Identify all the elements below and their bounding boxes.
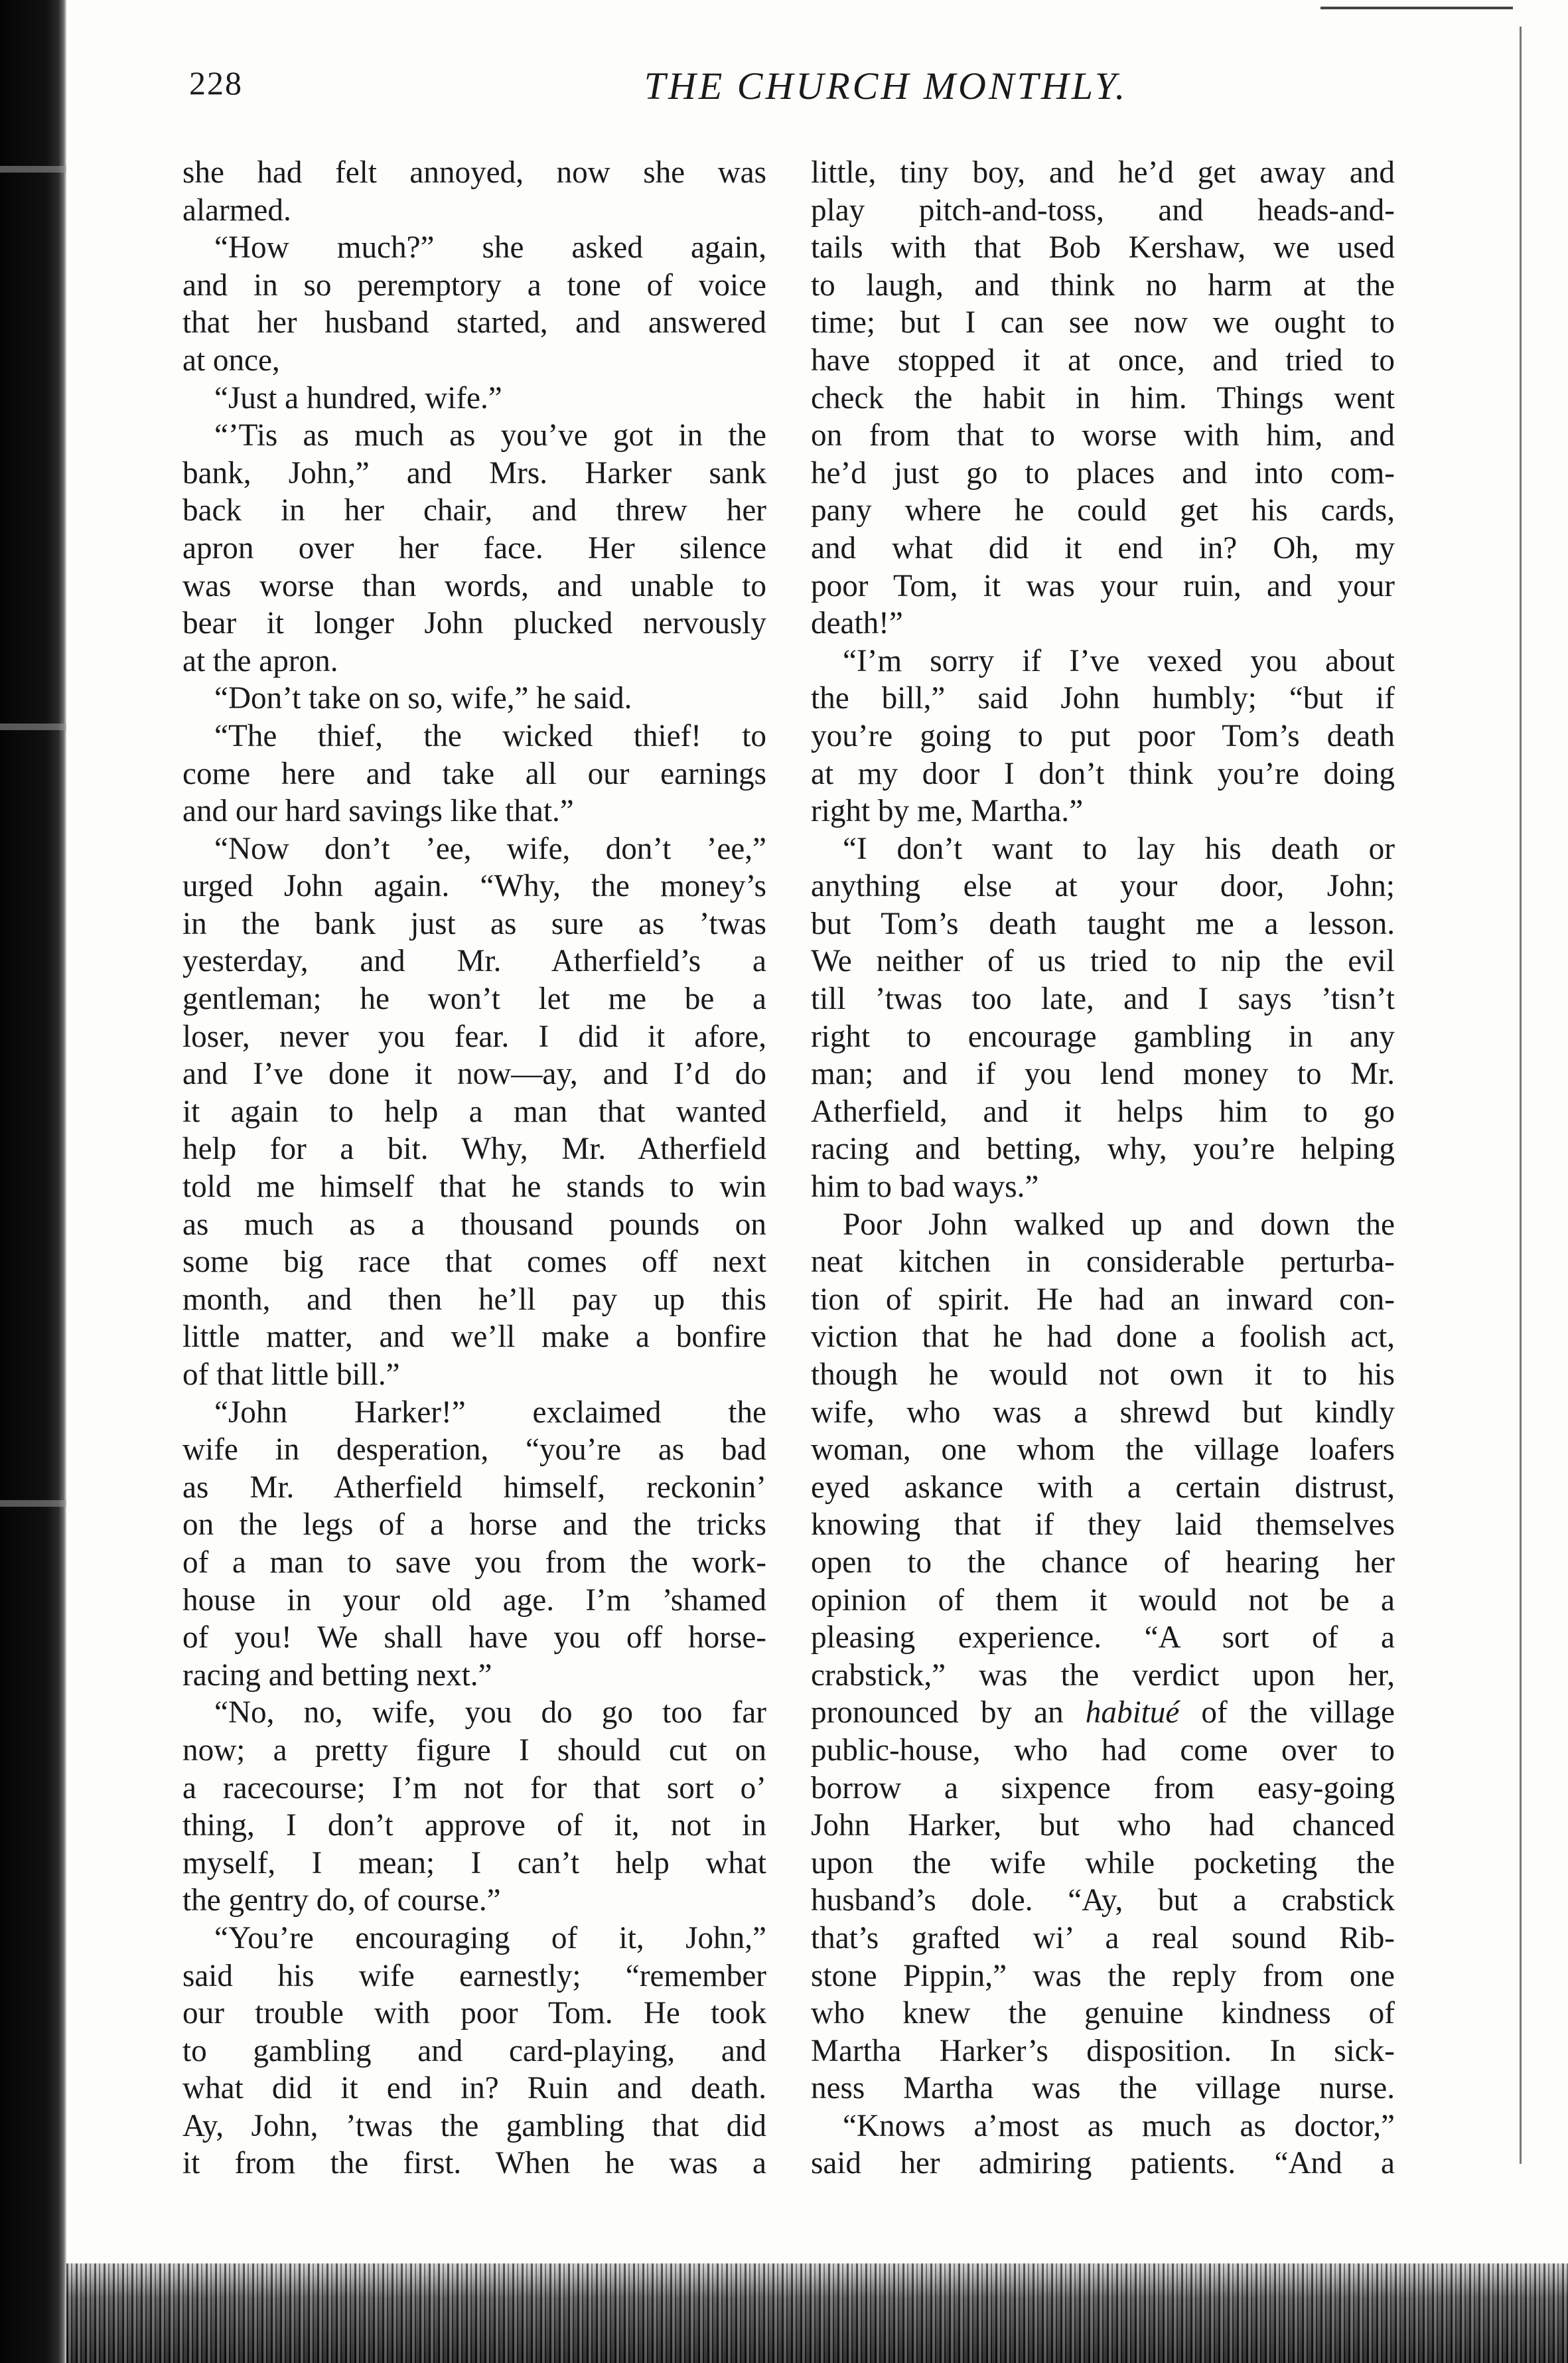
- text-line: bank, John,” and Mrs. Harker sank: [182, 455, 766, 491]
- text-line: now; a pretty figure I should cut on: [182, 1732, 766, 1768]
- text-line: tion of spirit. He had an inward con-: [811, 1282, 1395, 1317]
- text-line: and what did it end in? Oh, my: [811, 530, 1395, 566]
- text-line: myself, I mean; I can’t help what: [182, 1845, 766, 1880]
- text-line: month, and then he’ll pay up this: [182, 1282, 766, 1317]
- text-line: it again to help a man that wanted: [182, 1094, 766, 1129]
- text-line: right to encourage gambling in any: [811, 1019, 1395, 1054]
- text-line: pany where he could get his cards,: [811, 493, 1395, 528]
- text-line: “The thief, the wicked thief! to: [214, 718, 766, 753]
- text-line: “Just a hundred, wife.”: [214, 380, 502, 416]
- text-line: she had felt annoyed, now she was: [182, 155, 766, 190]
- binding-notch: [0, 724, 66, 730]
- text-line: it from the first. When he was a: [182, 2146, 766, 2181]
- text-line: some big race that comes off next: [182, 1245, 766, 1280]
- text-line: in the bank just as sure as ’twas: [182, 906, 766, 941]
- text-line: We neither of us tried to nip the evil: [811, 944, 1395, 979]
- text-line: as much as a thousand pounds on: [182, 1207, 766, 1242]
- text-line: tails with that Bob Kershaw, we used: [811, 230, 1395, 266]
- text-line: poor Tom, it was your ruin, and your: [811, 568, 1395, 603]
- right-edge-rule: [1520, 27, 1522, 2164]
- text-line: “’Tis as much as you’ve got in the: [214, 418, 766, 453]
- text-line: gentleman; he won’t let me be a: [182, 982, 766, 1017]
- text-line: of you! We shall have you off horse-: [182, 1620, 766, 1655]
- text-line: back in her chair, and threw her: [182, 493, 766, 528]
- text-line: right by me, Martha.”: [811, 794, 1084, 829]
- text-line: Martha Harker’s disposition. In sick-: [811, 2033, 1395, 2068]
- text-line: at the apron.: [182, 643, 338, 678]
- text-line: though he would not own it to his: [811, 1357, 1395, 1392]
- text-line: at once,: [182, 343, 280, 378]
- text-line: racing and betting next.”: [182, 1657, 492, 1693]
- page-header: [189, 64, 1496, 123]
- text-line: man; and if you lend money to Mr.: [811, 1057, 1395, 1092]
- text-line: said her admiring patients. “And a: [811, 2146, 1395, 2181]
- text-line: apron over her face. Her silence: [182, 530, 766, 566]
- text-line: the gentry do, of course.”: [182, 1883, 501, 1918]
- text-line: Ay, John, ’twas the gambling that did: [182, 2108, 766, 2143]
- text-line: help for a bit. Why, Mr. Atherfield: [182, 1132, 766, 1167]
- binding-edge: [0, 0, 66, 2363]
- text-line: was worse than words, and unable to: [182, 568, 766, 603]
- text-line: our trouble with poor Tom. He took: [182, 1996, 766, 2031]
- text-line: come here and take all our earnings: [182, 756, 766, 791]
- text-line: open to the chance of hearing her: [811, 1545, 1395, 1580]
- text-line: yesterday, and Mr. Atherfield’s a: [182, 944, 766, 979]
- page-number: 228: [189, 64, 243, 102]
- text-line: racing and betting, why, you’re helping: [811, 1132, 1395, 1167]
- text-line: loser, never you fear. I did it afore,: [182, 1019, 766, 1054]
- text-line: time; but I can see now we ought to: [811, 305, 1395, 341]
- text-line: to gambling and card-playing, and: [182, 2033, 766, 2068]
- text-line: alarmed.: [182, 192, 291, 228]
- text-line: ness Martha was the village nurse.: [811, 2071, 1395, 2106]
- text-line: you’re going to put poor Tom’s death: [811, 718, 1395, 753]
- text-line: upon the wife while pocketing the: [811, 1845, 1395, 1880]
- text-line: opinion of them it would not be a: [811, 1582, 1395, 1618]
- text-line: urged John again. “Why, the money’s: [182, 869, 766, 904]
- text-line: on from that to worse with him, and: [811, 418, 1395, 453]
- text-line: told me himself that he stands to win: [182, 1170, 766, 1205]
- text-line: of that little bill.”: [182, 1357, 400, 1392]
- text-line: house in your old age. I’m ’shamed: [182, 1582, 766, 1618]
- text-line: public-house, who had come over to: [811, 1732, 1395, 1768]
- text-line: thing, I don’t approve of it, not in: [182, 1808, 766, 1843]
- text-line: knowing that if they laid themselves: [811, 1507, 1395, 1543]
- text-line: as Mr. Atherfield himself, reckonin’: [182, 1470, 766, 1505]
- text-line: and in so peremptory a tone of voice: [182, 267, 766, 303]
- text-line: pronounced by an habitué of the village: [811, 1695, 1395, 1730]
- running-title: THE CHURCH MONTHLY.: [644, 64, 1128, 108]
- text-line: a racecourse; I’m not for that sort o’: [182, 1770, 766, 1805]
- text-line: on the legs of a horse and the tricks: [182, 1507, 766, 1543]
- text-line: “Knows a’most as much as doctor,”: [843, 2108, 1395, 2143]
- text-line: stone Pippin,” was the reply from one: [811, 1958, 1395, 1993]
- text-line: bear it longer John plucked nervously: [182, 606, 766, 641]
- text-line: pleasing experience. “A sort of a: [811, 1620, 1395, 1655]
- text-line: he’d just go to places and into com-: [811, 455, 1395, 491]
- text-line: little, tiny boy, and he’d get away and: [811, 155, 1395, 190]
- text-line: “I’m sorry if I’ve vexed you about: [843, 643, 1395, 678]
- text-line: but Tom’s death taught me a lesson.: [811, 906, 1395, 941]
- text-line: and I’ve done it now—ay, and I’d do: [182, 1057, 766, 1092]
- bottom-scan-band: [66, 2263, 1568, 2363]
- text-line: “Now don’t ’ee, wife, don’t ’ee,”: [214, 831, 766, 866]
- italic-word: habitué: [1085, 1695, 1180, 1730]
- text-line: “How much?” she asked again,: [214, 230, 766, 266]
- text-line: said his wife earnestly; “remember: [182, 1958, 766, 1993]
- left-text-column: [182, 154, 766, 2182]
- text-line: check the habit in him. Things went: [811, 380, 1395, 416]
- text-line: till ’twas too late, and I says ’tisn’t: [811, 982, 1395, 1017]
- text-line: “I don’t want to lay his death or: [843, 831, 1395, 866]
- text-line: who knew the genuine kindness of: [811, 1996, 1395, 2031]
- text-line: that her husband started, and answered: [182, 305, 766, 341]
- text-line: eyed askance with a certain distrust,: [811, 1470, 1395, 1505]
- text-line: “You’re encouraging of it, John,”: [214, 1920, 766, 1955]
- text-line: husband’s dole. “Ay, but a crabstick: [811, 1883, 1395, 1918]
- text-line: what did it end in? Ruin and death.: [182, 2071, 766, 2106]
- text-line: borrow a sixpence from easy-going: [811, 1770, 1395, 1805]
- binding-notch: [0, 166, 66, 173]
- binding-notch: [0, 1500, 66, 1507]
- top-edge-rule: [1320, 7, 1513, 9]
- text-line: anything else at your door, John;: [811, 869, 1395, 904]
- text-line: that’s grafted wi’ a real sound Rib-: [811, 1920, 1395, 1955]
- text-line: “Don’t take on so, wife,” he said.: [214, 681, 632, 716]
- text-line: Poor John walked up and down the: [843, 1207, 1395, 1242]
- text-line: death!”: [811, 606, 903, 641]
- text-line: play pitch-and-toss, and heads-and-: [811, 192, 1395, 228]
- text-line: John Harker, but who had chanced: [811, 1808, 1395, 1843]
- text-line: to laugh, and think no harm at the: [811, 267, 1395, 303]
- text-line: wife in desperation, “you’re as bad: [182, 1432, 766, 1468]
- text-line: crabstick,” was the verdict upon her,: [811, 1657, 1395, 1693]
- text-line: neat kitchen in considerable perturba-: [811, 1245, 1395, 1280]
- text-line: have stopped it at once, and tried to: [811, 343, 1395, 378]
- text-line: and our hard savings like that.”: [182, 794, 574, 829]
- text-line: him to bad ways.”: [811, 1170, 1039, 1205]
- right-text-column: [811, 154, 1395, 2182]
- text-line: “No, no, wife, you do go too far: [214, 1695, 766, 1730]
- text-line: wife, who was a shrewd but kindly: [811, 1395, 1395, 1430]
- text-line: at my door I don’t think you’re doing: [811, 756, 1395, 791]
- text-line: “John Harker!” exclaimed the: [214, 1395, 766, 1430]
- text-line: the bill,” said John humbly; “but if: [811, 681, 1395, 716]
- text-line: Atherfield, and it helps him to go: [811, 1094, 1395, 1129]
- text-line: of a man to save you from the work-: [182, 1545, 766, 1580]
- text-line: little matter, and we’ll make a bonfire: [182, 1320, 766, 1355]
- text-line: woman, one whom the village loafers: [811, 1432, 1395, 1468]
- text-line: viction that he had done a foolish act,: [811, 1320, 1395, 1355]
